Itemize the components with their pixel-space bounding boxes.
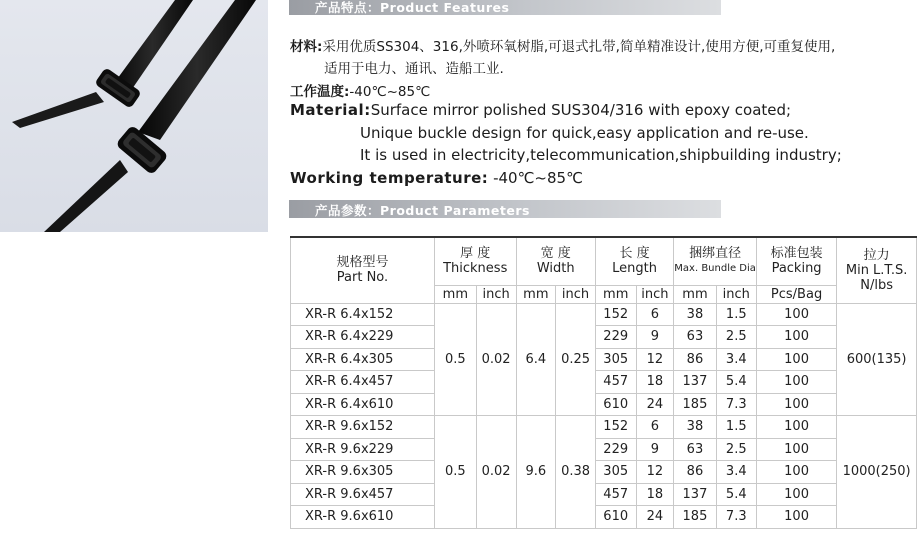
cell-thickness-inch: 0.02 — [476, 303, 516, 416]
cell-thickness-mm: 0.5 — [434, 303, 476, 416]
cell-thickness-inch: 0.02 — [476, 416, 516, 529]
cell-length-inch: 12 — [636, 461, 674, 484]
parameters-table — [290, 236, 917, 529]
cell-lts: 1000(250) — [837, 416, 917, 529]
table-row — [291, 348, 917, 371]
cell-packing: 100 — [756, 393, 836, 416]
header-lts-en2: N/lbs — [860, 277, 893, 293]
section-title-features: 产品特点：Product Features — [315, 0, 510, 15]
cell-part-no: XR-R 6.4x229 — [291, 326, 435, 349]
table-row — [291, 303, 917, 326]
cell-length-inch: 24 — [636, 393, 674, 416]
header-packing-cn: 标准包装 — [770, 246, 823, 262]
cell-packing: 100 — [756, 483, 836, 506]
cell-part-no: XR-R 9.6x457 — [291, 483, 435, 506]
unit-length-inch: inch — [636, 285, 674, 303]
cn-material-label: 材料: — [290, 39, 323, 55]
cell-bundle-inch: 3.4 — [716, 348, 756, 371]
cell-packing: 100 — [756, 416, 836, 439]
cell-length-mm: 152 — [595, 303, 636, 326]
cn-temp-label: 工作温度: — [290, 84, 350, 100]
cell-bundle-mm: 38 — [674, 416, 716, 439]
table-row — [291, 506, 917, 529]
header-thickness-en: Thickness — [443, 261, 508, 277]
cell-bundle-mm: 86 — [674, 348, 716, 371]
cell-packing: 100 — [756, 326, 836, 349]
cell-length-mm: 610 — [595, 506, 636, 529]
cell-width-inch: 0.38 — [556, 416, 596, 529]
unit-length-mm: mm — [595, 285, 636, 303]
header-part-en: Part No. — [336, 270, 389, 286]
cell-part-no: XR-R 6.4x610 — [291, 393, 435, 416]
cell-bundle-mm: 137 — [674, 483, 716, 506]
cell-width-mm: 9.6 — [516, 416, 556, 529]
header-packing-en: Packing — [771, 261, 822, 277]
unit-width-inch: inch — [556, 285, 596, 303]
cell-packing: 100 — [756, 461, 836, 484]
cell-packing: 100 — [756, 438, 836, 461]
cell-bundle-inch: 7.3 — [716, 393, 756, 416]
cell-part-no: XR-R 9.6x305 — [291, 461, 435, 484]
cell-length-inch: 9 — [636, 326, 674, 349]
unit-bundle-inch: inch — [716, 285, 756, 303]
header-lts-cn: 拉力 — [863, 247, 890, 263]
cell-length-mm: 457 — [595, 483, 636, 506]
cn-material-line2: 适用于电力、通讯、造船工业. — [324, 61, 504, 77]
cell-length-inch: 12 — [636, 348, 674, 371]
cell-bundle-mm: 86 — [674, 461, 716, 484]
cell-packing: 100 — [756, 506, 836, 529]
en-material-line1 — [290, 101, 791, 119]
cell-part-no: XR-R 9.6x152 — [291, 416, 435, 439]
cn-temp-line — [290, 80, 430, 100]
unit-bundle-mm: mm — [674, 285, 716, 303]
cell-bundle-mm: 63 — [674, 438, 716, 461]
table-row — [291, 393, 917, 416]
header-part-no — [291, 237, 435, 303]
cell-part-no: XR-R 6.4x457 — [291, 371, 435, 394]
cell-bundle-inch: 3.4 — [716, 461, 756, 484]
cell-length-mm: 305 — [595, 348, 636, 371]
cell-bundle-inch: 5.4 — [716, 483, 756, 506]
table-row — [291, 416, 917, 439]
cell-bundle-inch: 1.5 — [716, 416, 756, 439]
cell-length-inch: 18 — [636, 483, 674, 506]
cell-bundle-inch: 5.4 — [716, 371, 756, 394]
header-length — [595, 237, 673, 285]
cell-bundle-inch: 2.5 — [716, 326, 756, 349]
cell-packing: 100 — [756, 371, 836, 394]
header-part-cn: 规格型号 — [336, 255, 389, 271]
cell-length-inch: 6 — [636, 416, 674, 439]
product-photo — [0, 0, 268, 232]
table-row — [291, 438, 917, 461]
cell-length-inch: 9 — [636, 438, 674, 461]
header-bundle-cn: 捆绑直径 — [689, 246, 742, 262]
header-lts-en1: Min L.T.S. — [845, 262, 908, 278]
header-thickness-cn: 厚 度 — [460, 246, 491, 262]
cell-length-mm: 229 — [595, 438, 636, 461]
section-header-features — [289, 0, 721, 15]
cell-length-mm: 610 — [595, 393, 636, 416]
cell-part-no: XR-R 6.4x305 — [291, 348, 435, 371]
en-temp-value: -40℃~85℃ — [488, 169, 583, 187]
cell-part-no: XR-R 6.4x152 — [291, 303, 435, 326]
en-temp-label: Working temperature: — [290, 169, 489, 187]
table-row — [291, 326, 917, 349]
unit-thickness-inch: inch — [476, 285, 516, 303]
unit-width-mm: mm — [516, 285, 556, 303]
en-material-label: Material: — [290, 101, 371, 119]
cell-length-inch: 18 — [636, 371, 674, 394]
cell-length-inch: 24 — [636, 506, 674, 529]
header-thickness — [434, 237, 516, 285]
cn-material-line1 — [290, 35, 835, 55]
header-width-cn: 宽 度 — [540, 246, 571, 262]
header-length-cn: 长 度 — [619, 246, 650, 262]
header-bundle-dia — [674, 237, 757, 285]
cell-bundle-mm: 185 — [674, 393, 716, 416]
cell-bundle-mm: 137 — [674, 371, 716, 394]
header-width — [516, 237, 595, 285]
cell-length-inch: 6 — [636, 303, 674, 326]
cell-lts: 600(135) — [837, 303, 917, 416]
en-material-line2: Unique buckle design for quick,easy application and re-use. — [360, 124, 809, 142]
cell-bundle-mm: 185 — [674, 506, 716, 529]
en-material-text1: Surface mirror polished SUS304/316 with epoxy coated; — [370, 101, 792, 119]
unit-packing: Pcs/Bag — [756, 285, 836, 303]
table-row — [291, 461, 917, 484]
header-bundle-en: Max. Bundle Dia — [674, 263, 756, 275]
header-packing — [756, 237, 836, 285]
header-lts — [837, 237, 917, 303]
cell-bundle-inch: 1.5 — [716, 303, 756, 326]
cn-material-text1: 采用优质SS304、316,外喷环氧树脂,可退式扎带,简单精准设计,使用方便,可重复使用, — [322, 39, 836, 55]
cell-length-mm: 152 — [595, 416, 636, 439]
table-row — [291, 483, 917, 506]
cn-temp-value: -40℃~85℃ — [349, 84, 431, 100]
section-header-parameters — [289, 200, 721, 218]
table-row — [291, 371, 917, 394]
cable-tie-illustration — [0, 0, 268, 232]
cell-part-no: XR-R 9.6x229 — [291, 438, 435, 461]
cell-part-no: XR-R 9.6x610 — [291, 506, 435, 529]
en-temp-line — [290, 169, 583, 187]
header-length-en: Length — [612, 261, 658, 277]
cell-thickness-mm: 0.5 — [434, 416, 476, 529]
cell-bundle-inch: 2.5 — [716, 438, 756, 461]
cell-length-mm: 457 — [595, 371, 636, 394]
cell-bundle-mm: 38 — [674, 303, 716, 326]
cell-packing: 100 — [756, 303, 836, 326]
cell-bundle-inch: 7.3 — [716, 506, 756, 529]
unit-thickness-mm: mm — [434, 285, 476, 303]
cell-packing: 100 — [756, 348, 836, 371]
cell-length-mm: 305 — [595, 461, 636, 484]
section-title-parameters: 产品参数：Product Parameters — [315, 203, 530, 218]
cell-width-inch: 0.25 — [556, 303, 596, 416]
cell-bundle-mm: 63 — [674, 326, 716, 349]
en-material-line3: It is used in electricity,telecommunication,shipbuilding industry; — [360, 146, 842, 164]
cell-length-mm: 229 — [595, 326, 636, 349]
header-width-en: Width — [536, 261, 575, 277]
cell-width-mm: 6.4 — [516, 303, 556, 416]
